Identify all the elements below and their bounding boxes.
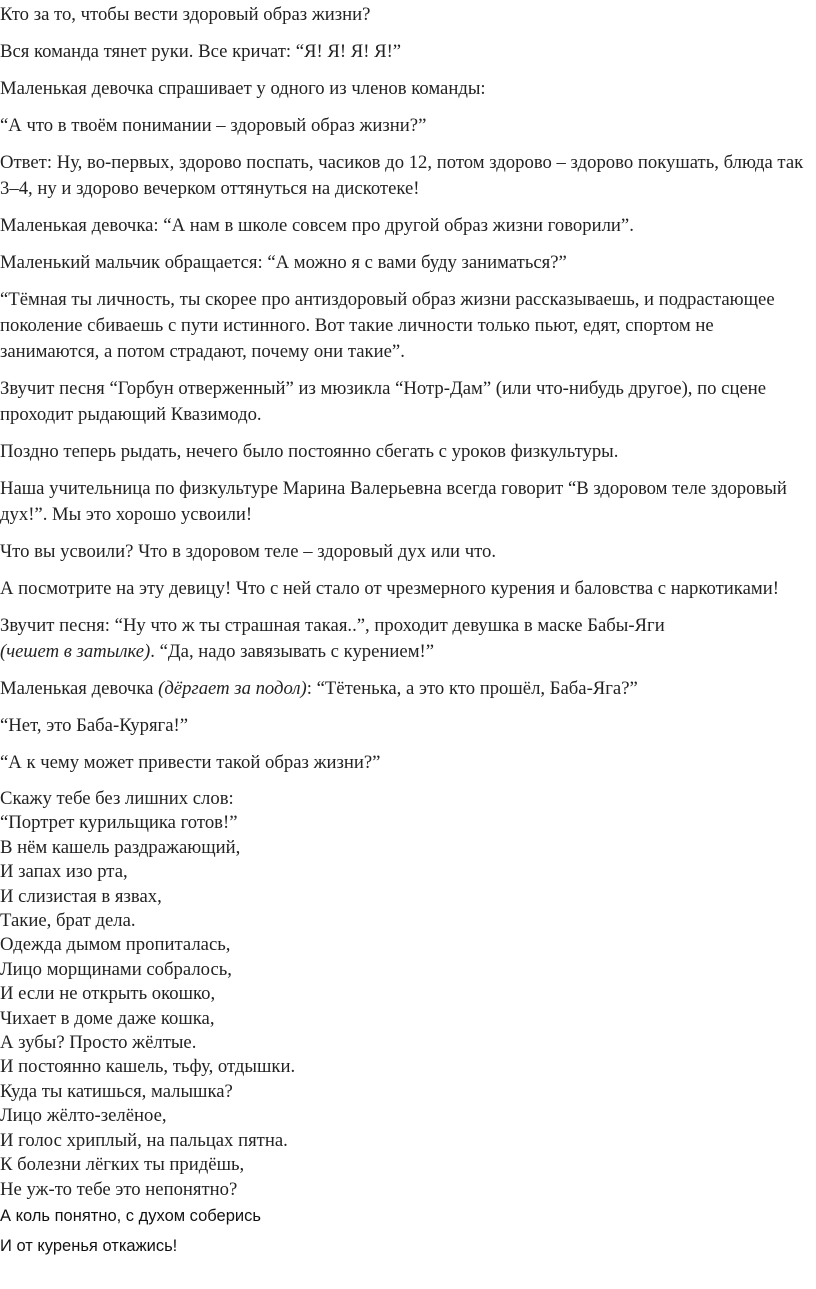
poem-line: А зубы? Просто жёлтые. <box>0 1032 197 1054</box>
paragraph: Поздно теперь рыдать, нечего было постоянно сбегать с уроков физкультуры. <box>0 441 619 462</box>
song-paragraph-text: Звучит песня: “Ну что ж ты страшная такая..”, проходит девушка в маске Бабы-Яги <box>0 615 665 636</box>
paragraph: “Тёмная ты личность, ты скорее про антиздоровый образ жизни рассказываешь, и подрастающее поколение сбиваешь с пути истинного. Вот такие личности только пьют, едят, спортом не занимаются, а потом страдают, почему они такие”. <box>0 289 775 362</box>
poem-line: Чихает в доме даже кошка, <box>0 1007 215 1029</box>
paragraph: “Нет, это Баба-Куряга!” <box>0 715 189 736</box>
paragraph: Ответ: Ну, во-первых, здорово поспать, часиков до 12, потом здорово – здорово покушать, блюда так 3–4, ну и здорово вечерком оттянуться на дискотеке! <box>0 152 804 199</box>
poem-line: И запах изо рта, <box>0 861 128 883</box>
poem-line: “Портрет курильщика готов!” <box>0 812 238 834</box>
paragraph: Кто за то, чтобы вести здоровый образ жизни? <box>0 4 371 25</box>
poem-line: И постоянно кашель, тьфу, отдышки. <box>0 1056 296 1078</box>
song-paragraph <box>0 613 810 665</box>
paragraph: Что вы усвоили? Что в здоровом теле – здоровый дух или что. <box>0 541 497 562</box>
paragraph: Звучит песня “Горбун отверженный” из мюзикла “Нотр-Дам” (или что-нибудь другое), по сцене проходит рыдающий Квазимодо. <box>0 378 767 425</box>
song-paragraph-text: . “Да, надо завязывать с курением!” <box>150 641 435 662</box>
poem-line: И голос хриплый, на пальцах пятна. <box>0 1129 288 1151</box>
poem-line: В нём кашель раздражающий, <box>0 836 241 858</box>
paragraph: “А к чему может привести такой образ жизни?” <box>0 752 381 773</box>
poem-line: И если не открыть окошко, <box>0 983 216 1005</box>
paragraph: А посмотрите на эту девицу! Что с ней стало от чрезмерного курения и баловства с наркотиками! <box>0 578 779 599</box>
paragraph: Маленькая девочка: “А нам в школе совсем про другой образ жизни говорили”. <box>0 215 634 236</box>
paragraph: Вся команда тянет руки. Все кричат: “Я! Я! Я! Я!” <box>0 41 402 62</box>
girl-paragraph-text: Маленькая девочка <box>0 678 159 699</box>
poem-line: К болезни лёгких ты придёшь, <box>0 1154 245 1176</box>
poem-line: Лицо морщинами собралось, <box>0 958 232 980</box>
poem-ending-line: А коль понятно, с духом соберись <box>0 1206 261 1225</box>
poem <box>0 787 810 1259</box>
poem-line: Куда ты катишься, малышка? <box>0 1080 233 1102</box>
paragraph: Наша учительница по физкультуре Марина Валерьевна всегда говорит “В здоровом теле здоровый дух!”. Мы это хорошо усвоили! <box>0 478 787 525</box>
poem-line: Скажу тебе без лишних слов: <box>0 788 234 809</box>
poem-line: Такие, брат дела. <box>0 910 136 932</box>
poem-line: Одежда дымом пропиталась, <box>0 934 231 956</box>
girl-paragraph-text: : “Тётенька, а это кто прошёл, Баба-Яга?” <box>306 678 638 699</box>
poem-line: Не уж-то тебе это непонятно? <box>0 1178 238 1200</box>
poem-ending-line: И от куренья откажись! <box>0 1236 178 1255</box>
paragraph: “А что в твоём понимании – здоровый образ жизни?” <box>0 115 427 136</box>
stage-direction: (чешет в затылке) <box>0 641 151 662</box>
paragraph: Маленький мальчик обращается: “А можно я с вами буду заниматься?” <box>0 252 567 273</box>
poem-line: Лицо жёлто-зелёное, <box>0 1105 167 1127</box>
paragraph: Маленькая девочка спрашивает у одного из членов команды: <box>0 78 486 99</box>
girl-paragraph <box>0 676 810 702</box>
poem-line: И слизистая в язвах, <box>0 885 162 907</box>
stage-direction: (дёргает за подол) <box>158 678 307 699</box>
